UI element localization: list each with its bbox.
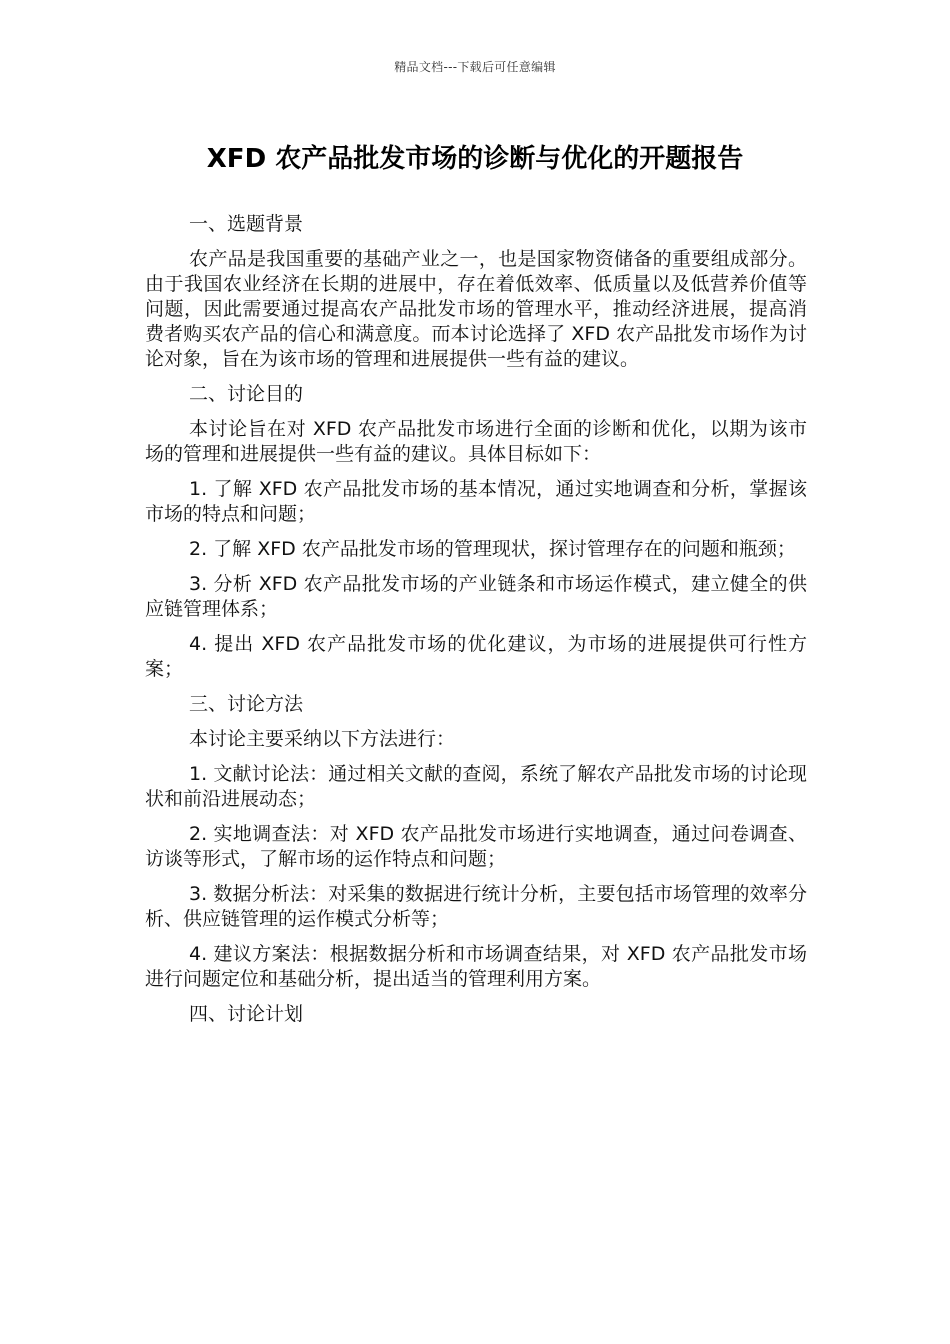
paragraph-methods-intro: 本讨论主要采纳以下方法进行： <box>189 728 456 750</box>
section-heading-background: 一、选题背景 <box>189 213 304 235</box>
list-item-method-1: 1. 文献讨论法：通过相关文献的查阅，系统了解农产品批发市场的讨论现状和前沿进展动态； <box>145 763 807 810</box>
document-body <box>145 212 807 1037</box>
document-title: XFD 农产品批发市场的诊断与优化的开题报告 <box>206 144 744 174</box>
list-item-purpose-2: 2. 了解 XFD 农产品批发市场的管理现状，探讨管理存在的问题和瓶颈； <box>189 538 796 560</box>
list-item-method-3: 3. 数据分析法：对采集的数据进行统计分析，主要包括市场管理的效率分析、供应链管理的运作模式分析等； <box>145 883 807 930</box>
paragraph-purpose-intro: 本讨论旨在对 XFD 农产品批发市场进行全面的诊断和优化，以期为该市场的管理和进展提供一些有益的建议。具体目标如下： <box>145 418 807 465</box>
section-heading-methods: 三、讨论方法 <box>189 693 304 715</box>
section-heading-plan: 四、讨论计划 <box>189 1003 304 1025</box>
list-item-purpose-4: 4. 提出 XFD 农产品批发市场的优化建议，为市场的进展提供可行性方案； <box>145 633 807 680</box>
header-note: 精品文档---下载后可任意编辑 <box>394 60 556 74</box>
list-item-method-4: 4. 建议方案法：根据数据分析和市场调查结果，对 XFD 农产品批发市场进行问题定位和基础分析，提出适当的管理利用方案。 <box>145 943 807 990</box>
paragraph-background: 农产品是我国重要的基础产业之一，也是国家物资储备的重要组成部分。由于我国农业经济在长期的进展中，存在着低效率、低质量以及低营养价值等问题，因此需要通过提高农产品批发市场的管理水平，推动经济进展，提高消费者购买农产品的信心和满意度。而本讨论选择了 XFD 农产品批发市场作为讨论对象，旨在为该市场的管理和进展提供一些有益的建议。 <box>145 248 807 370</box>
list-item-purpose-3: 3. 分析 XFD 农产品批发市场的产业链条和市场运作模式，建立健全的供应链管理体系； <box>145 573 807 620</box>
list-item-purpose-1: 1. 了解 XFD 农产品批发市场的基本情况，通过实地调查和分析，掌握该市场的特点和问题； <box>145 478 807 525</box>
section-heading-purpose: 二、讨论目的 <box>189 383 304 405</box>
list-item-method-2: 2. 实地调查法：对 XFD 农产品批发市场进行实地调查，通过问卷调查、访谈等形式，了解市场的运作特点和问题； <box>145 823 807 870</box>
